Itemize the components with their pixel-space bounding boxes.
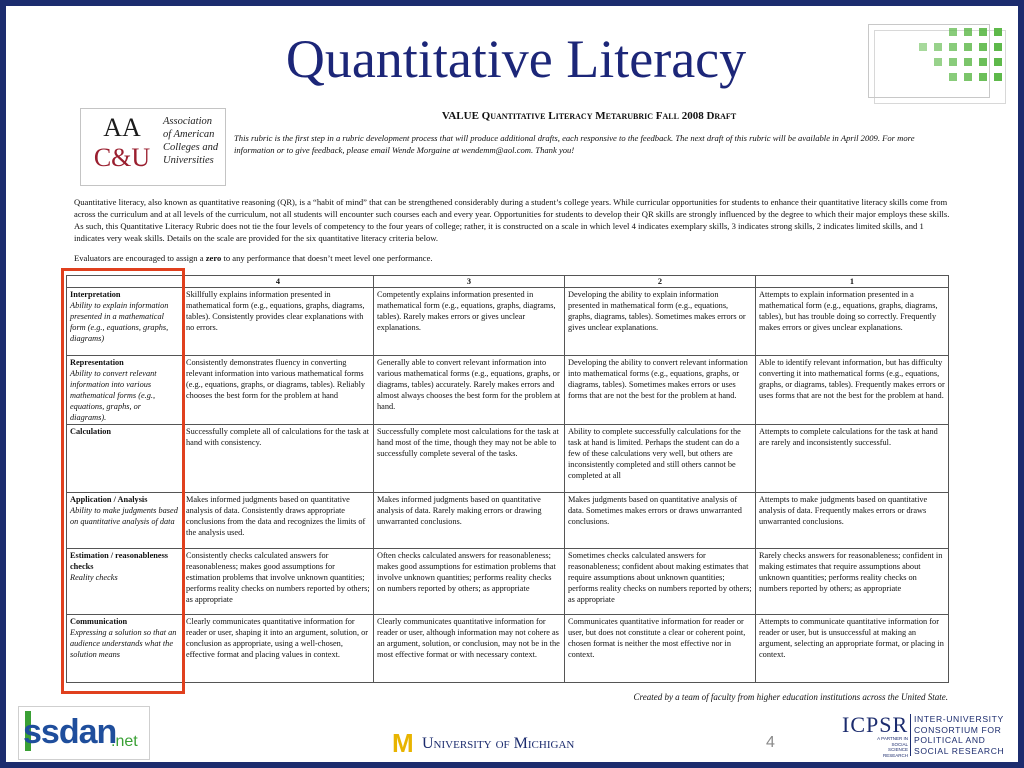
aacu-name [163,115,218,167]
aacu-name-line: of American [163,129,215,140]
rubric-cell: Makes informed judgments based on quantitative analysis of data. Rarely making errors or drawing unwarranted conclusions. [374,493,565,549]
green-dot [979,58,987,66]
rubric-table [66,275,949,683]
green-dot [979,28,987,36]
green-dot [994,43,1002,51]
criterion-description: Ability to make judgments based on quantitative analysis of data [70,506,178,526]
rubric-cell: Attempts to communicate quantitative information for reader or user, but is unsuccessful at making an argument, selecting an appropriate format, or placing in context. [756,615,949,683]
document-paragraph: Quantitative literacy, also known as quantitative reasoning (QR), is a “habit of mind” that can be strengthened considerably during a student’s college years. While curricular opportunities for students to enhance their quantitative literacy skills come from across the curriculum and at all levels of the curriculum, not all students will encounter such courses each and every year. Opportunities for students to develop their QR skills are strongly influenced by the degree to which their major employs these skills. As such, this Quantitative Literacy Rubric does not tie the four levels of competency to the four years of college; rather, it is constructed on a scale in which level 4 indicates exemplary skills, 3 indicates strong skills, 2 indicates limited skills, and 1 indicates very weak skills. Details on the scale are provided for the six quantitative literacy criteria below. [74,197,950,243]
rubric-cell: Attempts to complete calculations for the task at hand are rarely and inconsistently successful. [756,425,949,493]
icpsr-name-line: SOCIAL RESEARCH [914,745,1005,756]
rubric-row [67,493,949,549]
ssdan-logo-text: ssdan [23,713,117,751]
rubric-cell: Ability to complete successfully calculations for the task at hand is limited. Perhaps the student can do a few of these calculations very well, but others are inconsistently completed and still others cannot be completed at all [565,425,756,493]
icpsr-name-line: CONSORTIUM FOR [914,724,1002,735]
rubric-cell: Makes judgments based on quantitative analysis of data. Sometimes makes errors or draws unwarranted conclusions. [565,493,756,549]
green-dot [949,43,957,51]
green-dot [979,43,987,51]
green-dot [994,28,1002,36]
rubric-cell: Communicates quantitative information for reader or user, but does not constitute a clear or coherent point, chosen format is neither the most effective nor in context. [565,615,756,683]
rubric-cell: Consistently demonstrates fluency in converting relevant information into various mathematical forms (e.g., equations, graphs, or diagrams, tables). Reliably chooses the best form for the problem at hand [183,356,374,425]
ssdan-logo-net: .net [111,733,138,750]
rubric-header-level: 1 [756,276,949,288]
criterion-description: Reality checks [70,573,118,582]
icpsr-partner-text: A PARTNER IN SOCIAL SCIENCE RESEARCH [877,736,908,758]
criterion-description: Ability to explain information presented in a mathematical form (e.g., equations, graphs, diagrams) [70,301,169,343]
block-m-icon: M [392,728,414,758]
rubric-cell: Clearly communicates quantitative information for reader or user, shaping it into an argument, solution, or conclusion as appropriate, using a well-chosen, effective format and placing values in context. [183,615,374,683]
aacu-name-line: Association [163,116,212,127]
aacu-letters-row2: C&U [93,143,151,172]
green-dot [964,73,972,81]
page-number: 4 [766,734,775,751]
university-name: University of Michigan [422,735,575,752]
aacu-letters [87,113,157,173]
icpsr-full-name [914,714,1004,756]
icpsr-wordmark: ICPSR [842,712,909,737]
rubric-row [67,356,949,425]
aacu-name-line: Colleges and [163,142,219,153]
rubric-cell: Skillfully explains information presented in mathematical form (e.g., equations, graphs, diagrams, tables). Consistently provides clear explanations with no errors. [183,288,374,356]
rubric-header-row [67,276,949,288]
icpsr-logo [842,712,1012,758]
green-dot [964,58,972,66]
criterion-title: Estimation / reasonableness checks [70,551,169,571]
rubric-document [66,104,956,714]
green-dot [949,28,957,36]
rubric-cell: Attempts to explain information presented in a mathematical form (e.g., equations, graphs, diagrams, tables), but has trouble doing so correctly. Frequently makes errors or gives unclear explanations. [756,288,949,356]
slide-title: Quantitative Literacy [285,29,747,89]
rubric-header-level: 3 [374,276,565,288]
created-by-note: Created by a team of faculty from higher education institutions across the United State. [633,692,948,702]
criterion-title: Representation [70,358,124,367]
rubric-cell: Clearly communicates quantitative information for reader or user, although information may not cohere as an argument, solution, or conclusion, may not be in the most effective format or with necessary context. [374,615,565,683]
rubric-cell: Developing the ability to explain information presented in mathematical form (e.g., equations, graphs, diagrams, tables). Sometimes makes errors or gives unclear explanations. [565,288,756,356]
criterion-title: Calculation [70,427,112,436]
document-intro: This rubric is the first step in a rubric development process that will produce additional drafts, each responsive to the feedback. The next draft of this rubric will be available in April 2009. For more information or to give feedback, please email Wende Morgaine at wendemm@aol.com. Thank you! [234,133,915,155]
evaluators-note-end: to any performance that doesn’t meet level one performance. [221,253,433,263]
green-dot [919,43,927,51]
evaluators-note-bold: zero [205,253,222,263]
rubric-row [67,615,949,683]
rubric-cell: Generally able to convert relevant information into various mathematical forms (e.g., equations, graphs, or diagrams, tables) accurately. Rarely makes errors and almost always chooses the best form for the problem at hand. [374,356,565,425]
corner-dots-graphic [864,20,1010,102]
rubric-cell: Rarely checks answers for reasonableness; confident in making estimates that require assumptions about unknown quantities; performs reality checks on numbers reported by others; as appropriate [756,549,949,615]
rubric-cell: Successfully complete most calculations for the task at hand most of the time, though they may not be able to successfully complete several of the tasks. [374,425,565,493]
document-heading: VALUE Quantitative Literacy Metarubric Fall 2008 Draft [441,110,737,122]
rubric-row [67,425,949,493]
rubric-cell: Often checks calculated answers for reasonableness; makes good assumptions for estimation problems that involve unknown quantities; performs reality checks on numbers reported by others; as appropriate [374,549,565,615]
icpsr-divider [910,714,911,756]
criterion-title: Application / Analysis [70,495,148,504]
rubric-row [67,549,949,615]
ssdan-logo [18,706,150,760]
rubric-header-level: 4 [183,276,374,288]
evaluators-note [74,252,954,264]
green-dot [934,58,942,66]
criterion-title: Interpretation [70,290,121,299]
rubric-cell: Makes informed judgments based on quantitative analysis of data. Consistently draws appropriate conclusions from the data and recognizes the limits of the analysis used. [183,493,374,549]
green-dot [934,43,942,51]
slide [6,6,1018,762]
icpsr-name-line: POLITICAL AND [914,735,986,745]
rubric-header-level: 2 [565,276,756,288]
criterion-description: Ability to convert relevant information into various mathematical forms (e.g., equations, graphs, or diagrams). [70,369,157,422]
aacu-logo [80,108,226,186]
green-dot [949,73,957,81]
criterion-title: Communication [70,617,128,626]
rubric-cell: Successfully complete all of calculations for the task at hand with consistency. [183,425,374,493]
aacu-letters-row1: AA [103,113,141,142]
rubric-cell: Sometimes checks calculated answers for reasonableness; confident about making estimates that require assumptions about unknown quantities; performs reality checks on numbers reported by others; as appropriate [565,549,756,615]
rubric-cell: Competently explains information presented in mathematical form (e.g., equations, graphs, diagrams, tables). Rarely makes errors or gives unclear explanations. [374,288,565,356]
green-dot [979,73,987,81]
icpsr-name-line: INTER-UNIVERSITY [914,714,1004,724]
green-dot [994,58,1002,66]
rubric-cell: Developing the ability to convert relevant information into mathematical forms (e.g., equations, graphs, or diagrams, tables). Sometimes makes errors or uses forms that are not the best for the problem at hand. [565,356,756,425]
green-dot [994,73,1002,81]
criteria-highlight-box [61,268,185,694]
rubric-row [67,288,949,356]
criterion-description: Expressing a solution so that an audience understands what the solution means [70,628,177,659]
green-dot [964,43,972,51]
rubric-cell: Able to identify relevant information, but has difficulty converting it into mathematical forms (e.g., equations, graphs, or diagrams, tables). Frequently makes errors or uses forms that are not the best for the problem at hand. [756,356,949,425]
aacu-name-line: Universities [163,155,214,166]
rubric-cell: Consistently checks calculated answers for reasonableness; makes good assumptions for estimation problems that involve unknown quantities; performs reality checks on numbers reported by others; as appropriate [183,549,374,615]
evaluators-note-start: Evaluators are encouraged to assign a [74,253,206,263]
rubric-cell: Attempts to make judgments based on quantitative analysis of data. Frequently makes errors or draws unwarranted conclusions. [756,493,949,549]
green-dot [949,58,957,66]
green-dot [964,28,972,36]
